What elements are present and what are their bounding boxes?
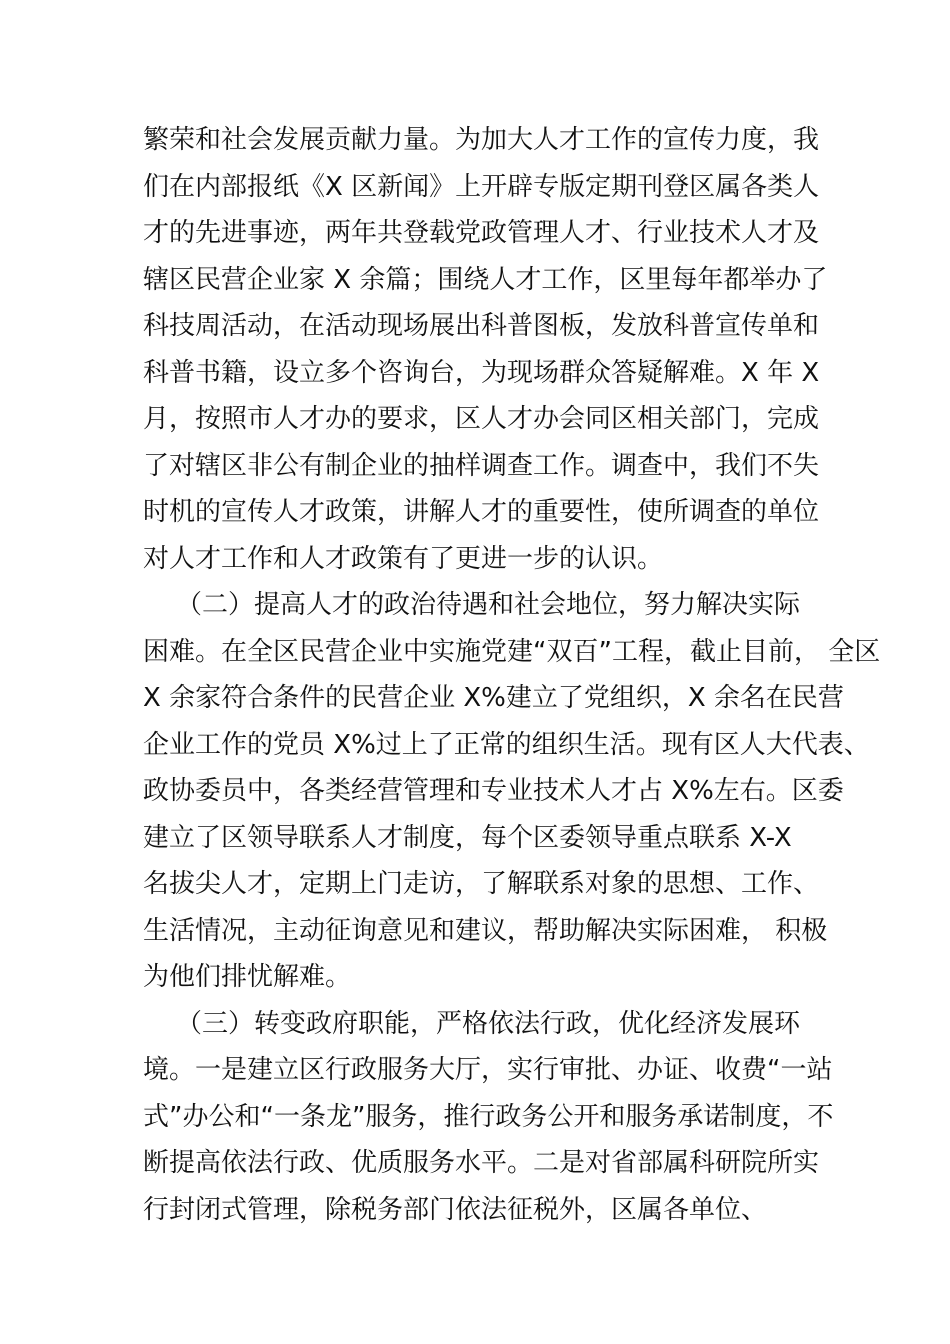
text-line: 企业工作的党员 X%过上了正常的组织生活。现有区人大代表、 — [143, 729, 870, 760]
text-line: 建立了区领导联系人才制度，每个区委领导重点联系 X-X — [143, 822, 792, 853]
text-line: 辖区民营企业家 X 余篇；围绕人才工作，区里每年都举办了 — [143, 264, 828, 295]
section-heading-line: （二）提高人才的政治待遇和社会地位，努力解决实际 — [143, 590, 801, 620]
text-line: 式”办公和“一条龙”服务，推行政务公开和服务承诺制度，不 — [143, 1101, 834, 1132]
text-line: 科技周活动，在活动现场展出科普图板，发放科普宣传单和 — [143, 311, 820, 341]
text-line: 了对辖区非公有制企业的抽样调查工作。调查中，我们不失 — [143, 450, 820, 481]
text-line: 科普书籍，设立多个咨询台，为现场群众答疑解难。X 年 X — [143, 357, 820, 388]
text-line: 们在内部报纸《X 区新闻》上开辟专版定期刊登区属各类人 — [143, 171, 820, 202]
text-line: 生活情况，主动征询意见和建议，帮助解决实际困难， 积极 — [143, 915, 828, 946]
section-heading-line: （三）转变政府职能，严格依法行政，优化经济发展环 — [143, 1008, 801, 1039]
text-line: 断提高依法行政、优质服务水平。二是对省部属科研院所实 — [143, 1148, 820, 1178]
text-line: X 余家符合条件的民营企业 X%建立了党组织，X 余名在民营 — [143, 683, 844, 713]
text-line: 为他们排忧解难。 — [143, 962, 352, 992]
text-line: 困难。在全区民营企业中实施党建“双百”工程，截止目前， 全区 — [143, 636, 881, 667]
document-body — [143, 117, 881, 1233]
text-line: 时机的宣传人才政策，讲解人才的重要性，使所调查的单位 — [143, 497, 820, 527]
text-line: 才的先进事迹，两年共登载党政管理人才、行业技术人才及 — [143, 218, 820, 248]
text-line: 名拔尖人才，定期上门走访，了解联系对象的思想、工作、 — [143, 869, 820, 899]
text-line: 对人才工作和人才政策有了更进一步的认识。 — [143, 543, 664, 574]
text-line: 境。一是建立区行政服务大厅，实行审批、办证、收费“一站 — [143, 1055, 833, 1085]
text-line: 政协委员中，各类经营管理和专业技术人才占 X%左右。区委 — [143, 776, 844, 806]
text-line: 月，按照市人才办的要求，区人才办会同区相关部门，完成 — [143, 404, 820, 434]
text-line: 繁荣和社会发展贡献力量。为加大人才工作的宣传力度，我 — [143, 125, 820, 155]
text-line: 行封闭式管理，除税务部门依法征税外，区属各单位、 — [143, 1194, 768, 1225]
